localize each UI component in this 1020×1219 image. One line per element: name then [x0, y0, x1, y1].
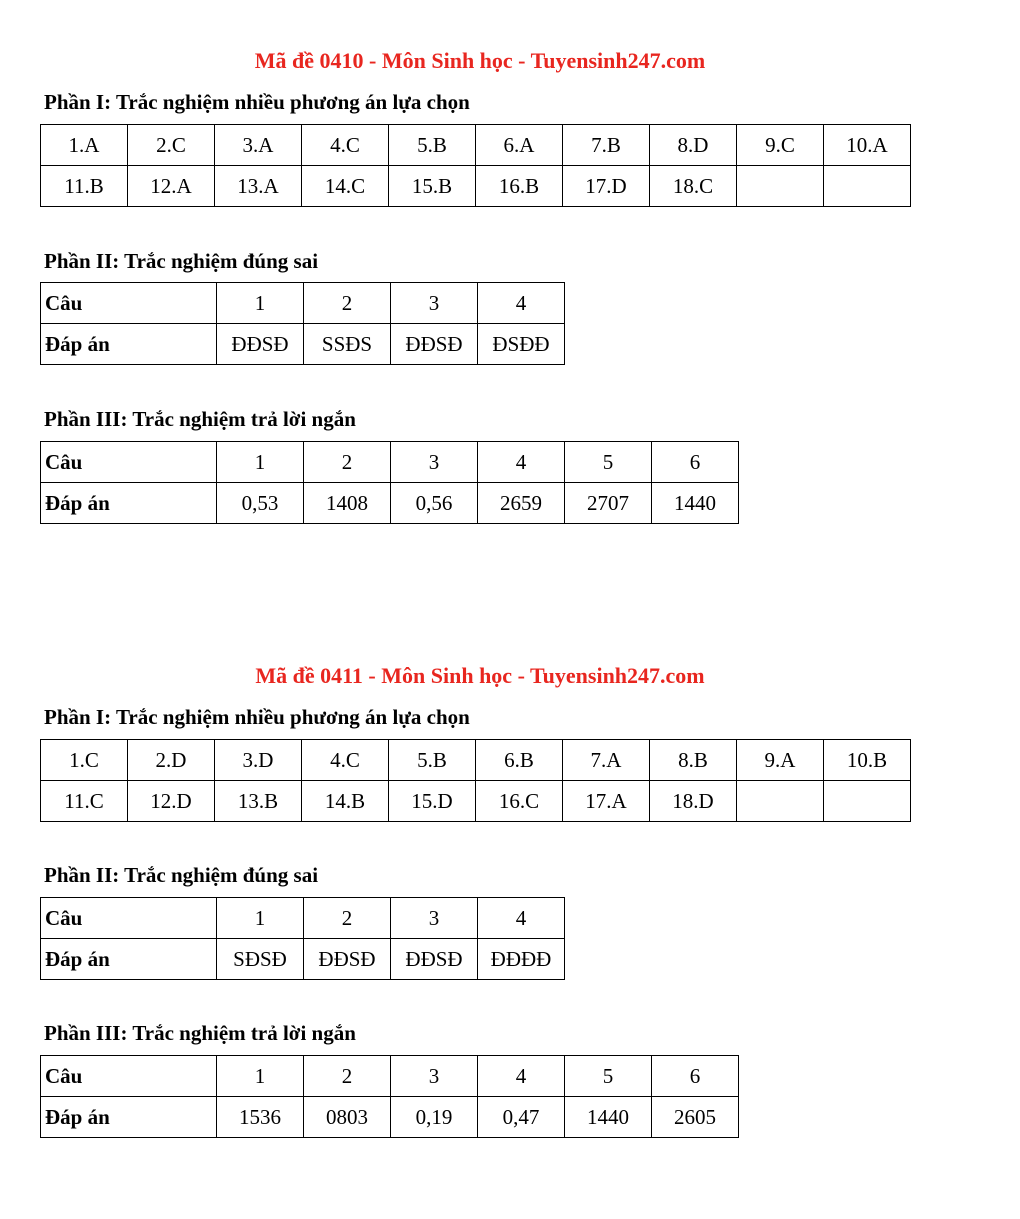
part1-heading: Phần I: Trắc nghiệm nhiều phương án lựa chọn: [44, 705, 470, 729]
answer-cell: 10.A: [824, 125, 911, 166]
answer-cell: 3.D: [215, 740, 302, 781]
answer-cell: 1440: [565, 1097, 652, 1138]
question-cell: 6: [652, 442, 739, 483]
answer-cell: 1408: [304, 483, 391, 524]
answer-cell: 12.D: [128, 781, 215, 822]
answer-cell: 5.B: [389, 125, 476, 166]
part3-answer-table: [40, 441, 739, 524]
answer-cell: 1536: [217, 1097, 304, 1138]
answer-cell: 5.B: [389, 740, 476, 781]
answer-cell: 17.A: [563, 781, 650, 822]
part1-answer-table: [40, 739, 911, 822]
question-cell: 3: [391, 898, 478, 939]
answer-cell: 14.B: [302, 781, 389, 822]
table-row: [41, 740, 911, 781]
answer-cell: 7.A: [563, 740, 650, 781]
answer-cell: 8.B: [650, 740, 737, 781]
question-cell: 1: [217, 898, 304, 939]
answer-cell: 6.B: [476, 740, 563, 781]
part3-answer-table: [40, 1055, 739, 1138]
question-cell: 4: [478, 283, 565, 324]
question-cell: 5: [565, 1056, 652, 1097]
table-row: [41, 166, 911, 207]
answer-cell: 9.A: [737, 740, 824, 781]
table-row: [41, 483, 739, 524]
table-row: [41, 283, 565, 324]
answer-cell: 9.C: [737, 125, 824, 166]
answer-cell: 2605: [652, 1097, 739, 1138]
answer-cell: 4.C: [302, 125, 389, 166]
answer-cell: 1.C: [41, 740, 128, 781]
table-row: [41, 324, 565, 365]
question-cell: 4: [478, 898, 565, 939]
answer-cell: 2707: [565, 483, 652, 524]
table-row: [41, 442, 739, 483]
answer-cell: ĐĐĐĐ: [478, 939, 565, 980]
answer-cell: 4.C: [302, 740, 389, 781]
row-label: Câu: [41, 442, 217, 483]
answer-cell: [824, 166, 911, 207]
answer-cell: ĐĐSĐ: [217, 324, 304, 365]
answer-cell: SSĐS: [304, 324, 391, 365]
answer-cell: 3.A: [215, 125, 302, 166]
answer-cell: 15.B: [389, 166, 476, 207]
question-cell: 3: [391, 283, 478, 324]
answer-cell: 6.A: [476, 125, 563, 166]
answer-cell: 0,56: [391, 483, 478, 524]
answer-cell: ĐĐSĐ: [391, 939, 478, 980]
answer-cell: 2.C: [128, 125, 215, 166]
answer-cell: 10.B: [824, 740, 911, 781]
answer-cell: 16.C: [476, 781, 563, 822]
part2-heading: Phần II: Trắc nghiệm đúng sai: [44, 863, 319, 887]
table-row: [41, 939, 565, 980]
part2-answer-table: [40, 897, 565, 980]
question-cell: 1: [217, 1056, 304, 1097]
question-cell: 4: [478, 1056, 565, 1097]
answer-cell: 2.D: [128, 740, 215, 781]
table-row: [41, 898, 565, 939]
question-cell: 2: [304, 442, 391, 483]
answer-cell: 12.A: [128, 166, 215, 207]
question-cell: 2: [304, 283, 391, 324]
answer-cell: 14.C: [302, 166, 389, 207]
question-cell: 6: [652, 1056, 739, 1097]
table-row: [41, 781, 911, 822]
answer-cell: 11.B: [41, 166, 128, 207]
row-label: Câu: [41, 1056, 217, 1097]
exam-title-0411: Mã đề 0411 - Môn Sinh học - Tuyensinh247.com: [255, 663, 705, 688]
answer-cell: 13.B: [215, 781, 302, 822]
part1-answer-table: [40, 124, 911, 207]
answer-cell: 2659: [478, 483, 565, 524]
question-cell: 1: [217, 442, 304, 483]
part1-heading: Phần I: Trắc nghiệm nhiều phương án lựa chọn: [44, 90, 470, 114]
answer-cell: 11.C: [41, 781, 128, 822]
question-cell: 2: [304, 898, 391, 939]
part3-heading: Phần III: Trắc nghiệm trả lời ngắn: [44, 1021, 356, 1045]
answer-cell: 15.D: [389, 781, 476, 822]
answer-cell: ĐSĐĐ: [478, 324, 565, 365]
answer-cell: ĐĐSĐ: [391, 324, 478, 365]
question-cell: 2: [304, 1056, 391, 1097]
answer-cell: [737, 781, 824, 822]
answer-cell: 17.D: [563, 166, 650, 207]
question-cell: 1: [217, 283, 304, 324]
row-label: Đáp án: [41, 939, 217, 980]
question-cell: 3: [391, 442, 478, 483]
answer-cell: 8.D: [650, 125, 737, 166]
question-cell: 4: [478, 442, 565, 483]
part2-heading: Phần II: Trắc nghiệm đúng sai: [44, 249, 319, 273]
answer-cell: 18.C: [650, 166, 737, 207]
row-label: Câu: [41, 898, 217, 939]
answer-cell: [824, 781, 911, 822]
table-row: [41, 1056, 739, 1097]
table-row: [41, 125, 911, 166]
part2-answer-table: [40, 282, 565, 365]
answer-cell: 16.B: [476, 166, 563, 207]
answer-cell: 1.A: [41, 125, 128, 166]
answer-cell: 0,19: [391, 1097, 478, 1138]
row-label: Câu: [41, 283, 217, 324]
answer-cell: [737, 166, 824, 207]
row-label: Đáp án: [41, 1097, 217, 1138]
answer-cell: 0803: [304, 1097, 391, 1138]
answer-cell: 18.D: [650, 781, 737, 822]
table-row: [41, 1097, 739, 1138]
question-cell: 3: [391, 1056, 478, 1097]
answer-cell: 7.B: [563, 125, 650, 166]
question-cell: 5: [565, 442, 652, 483]
row-label: Đáp án: [41, 324, 217, 365]
answer-cell: 1440: [652, 483, 739, 524]
answer-cell: 13.A: [215, 166, 302, 207]
answer-cell: 0,47: [478, 1097, 565, 1138]
row-label: Đáp án: [41, 483, 217, 524]
answer-cell: 0,53: [217, 483, 304, 524]
part3-heading: Phần III: Trắc nghiệm trả lời ngắn: [44, 407, 356, 431]
answer-cell: ĐĐSĐ: [304, 939, 391, 980]
answer-cell: SĐSĐ: [217, 939, 304, 980]
exam-title-0410: Mã đề 0410 - Môn Sinh học - Tuyensinh247.com: [254, 48, 706, 73]
